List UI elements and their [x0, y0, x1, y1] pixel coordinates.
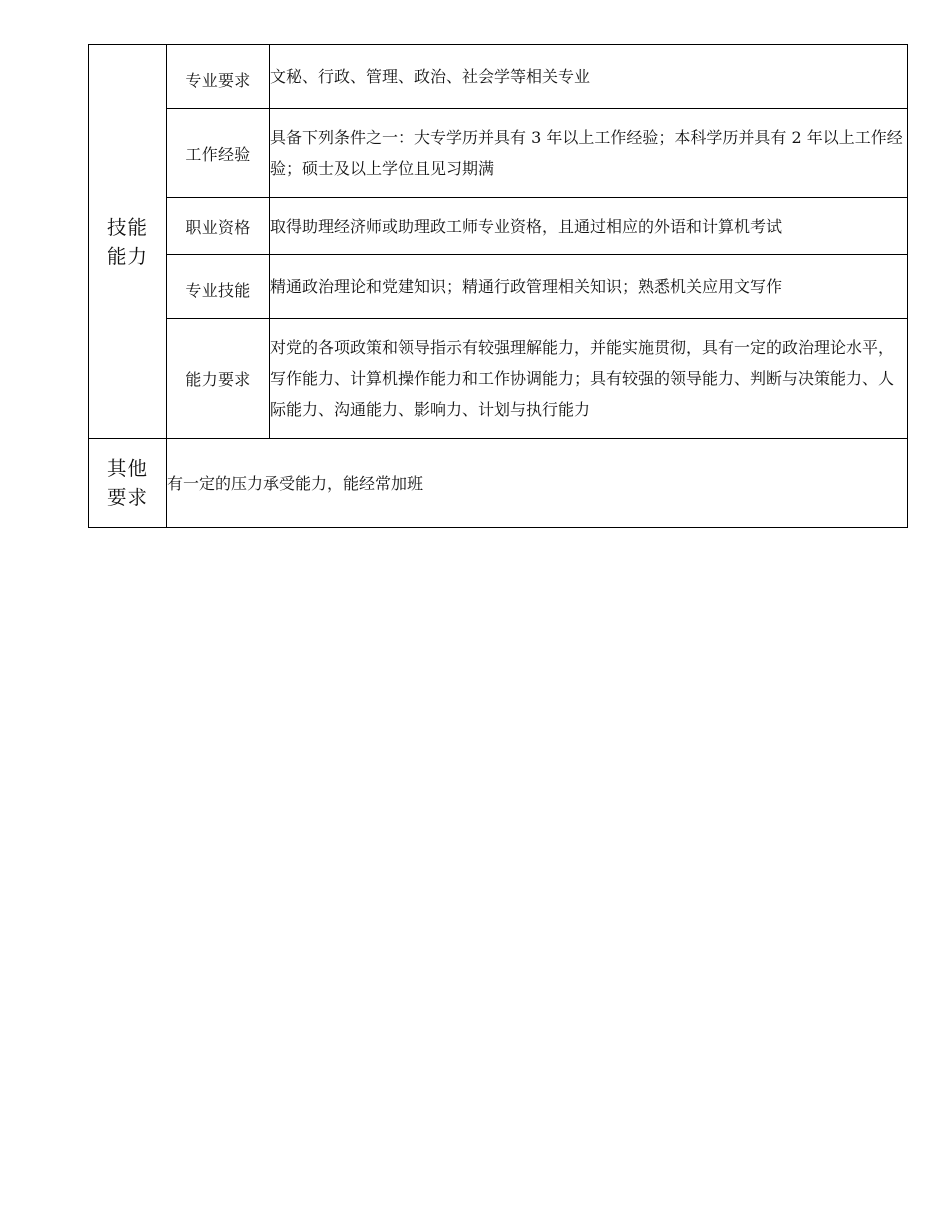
- table-row: [89, 198, 908, 255]
- skills-category-label: 技能能力: [106, 215, 148, 268]
- other-category-cell: [89, 439, 167, 528]
- row-detail-skills: 精通政治理论和党建知识；精通行政管理相关知识；熟悉机关应用文写作: [270, 255, 908, 319]
- other-detail: 有一定的压力承受能力，能经常加班: [167, 439, 908, 528]
- skills-category-cell: [89, 45, 167, 439]
- row-detail-ability: 对党的各项政策和领导指示有较强理解能力，并能实施贯彻，具有一定的政治理论水平，写作能力、计算机操作能力和工作协调能力；具有较强的领导能力、判断与决策能力、人际能力、沟通能力、影响力、计划与执行能力: [270, 319, 908, 439]
- table-row: [89, 255, 908, 319]
- table-row: [89, 45, 908, 109]
- row-label-qualification: 职业资格: [167, 198, 270, 255]
- row-label-skills: 专业技能: [167, 255, 270, 319]
- row-detail-major: 文秘、行政、管理、政治、社会学等相关专业: [270, 45, 908, 109]
- table-row: [89, 319, 908, 439]
- row-label-ability: 能力要求: [167, 319, 270, 439]
- row-detail-qualification: 取得助理经济师或助理政工师专业资格，且通过相应的外语和计算机考试: [270, 198, 908, 255]
- row-detail-experience: 具备下列条件之一：大专学历并具有 3 年以上工作经验；本科学历并具有 2 年以上工作经验；硕士及以上学位且见习期满: [270, 109, 908, 198]
- row-label-major: 专业要求: [167, 45, 270, 109]
- table-row: [89, 439, 908, 528]
- requirements-table: [88, 44, 908, 528]
- table-row: [89, 109, 908, 198]
- row-label-experience: 工作经验: [167, 109, 270, 198]
- other-category-label: 其他要求: [106, 457, 148, 509]
